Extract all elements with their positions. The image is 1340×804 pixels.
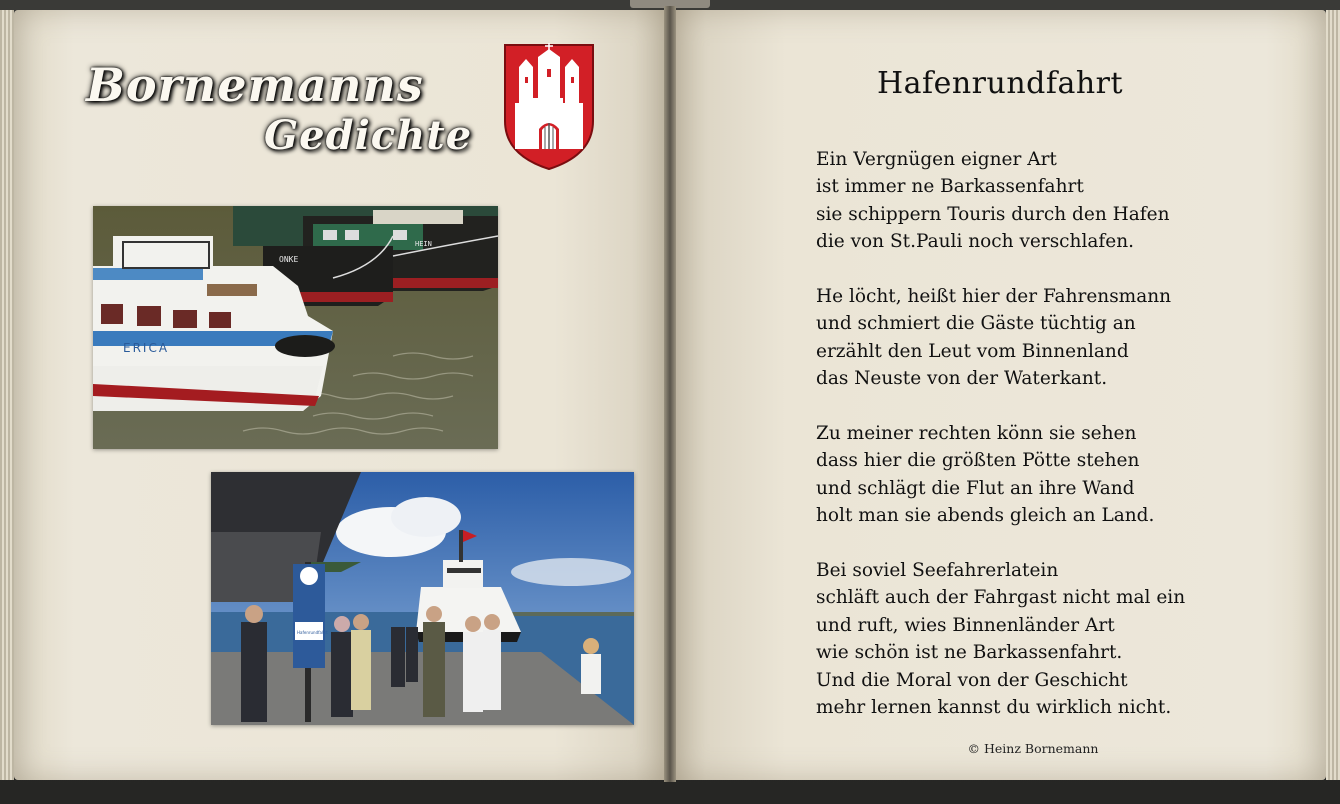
boat3-name: HEIN	[415, 240, 432, 248]
poem-line: holt man sie abends gleich an Land.	[816, 505, 1155, 527]
poem-line: und schmiert die Gäste tüchtig an	[816, 313, 1136, 335]
landungsbruecken-pier-photo	[211, 472, 634, 725]
poem-line: und schlägt die Flut an ihre Wand	[816, 477, 1135, 499]
boat-name: ERICA	[123, 341, 170, 355]
poem-line: das Neuste von der Waterkant.	[816, 368, 1108, 390]
poem-line: Bei soviel Seefahrerlatein	[816, 560, 1059, 582]
poem-line: Ein Vergnügen eigner Art	[816, 149, 1057, 170]
poem-line: mehr lernen kannst du wirklich nicht.	[816, 697, 1172, 719]
poem-title: Hafenrundfahrt	[876, 66, 1124, 101]
poem-line: Und die Moral von der Geschicht	[816, 669, 1128, 691]
poem-body	[816, 146, 1286, 749]
poem-stanza	[816, 420, 1286, 530]
poem-line: sie schippern Touris durch den Hafen	[816, 203, 1170, 225]
left-page-edge	[0, 10, 14, 780]
copyright-notice: © Heinz Bornemann	[967, 741, 1099, 756]
brand-title-line1: Bornemanns	[86, 58, 424, 112]
harbor-boats-photo	[93, 206, 498, 449]
brand-title-line2: Gedichte	[264, 112, 473, 159]
poem-line: He löcht, heißt hier der Fahrensmann	[816, 286, 1172, 308]
poem-stanza	[816, 283, 1286, 393]
poem-line: erzählt den Leut vom Binnenland	[816, 340, 1129, 362]
poem-line: dass hier die größten Pötte stehen	[816, 450, 1140, 472]
poem-line: schläft auch der Fahrgast nicht mal ein	[816, 587, 1186, 609]
poem-stanza	[816, 146, 1286, 256]
poem-line: ist immer ne Barkassenfahrt	[816, 176, 1084, 198]
poem-line: und ruft, wies Binnenländer Art	[816, 614, 1115, 636]
poem-line: Zu meiner rechten könn sie sehen	[816, 423, 1137, 445]
right-page-edge	[1326, 10, 1340, 780]
boat2-name: ONKE	[279, 255, 299, 264]
pier-sign-text: Hafenrundfahrt	[297, 630, 328, 635]
hamburg-coat-of-arms-icon	[503, 43, 595, 171]
book-spine	[664, 6, 676, 782]
poem-line: wie schön ist ne Barkassenfahrt.	[816, 642, 1123, 664]
poem-line: die von St.Pauli noch verschlafen.	[816, 231, 1134, 253]
poem-stanza	[816, 557, 1286, 721]
